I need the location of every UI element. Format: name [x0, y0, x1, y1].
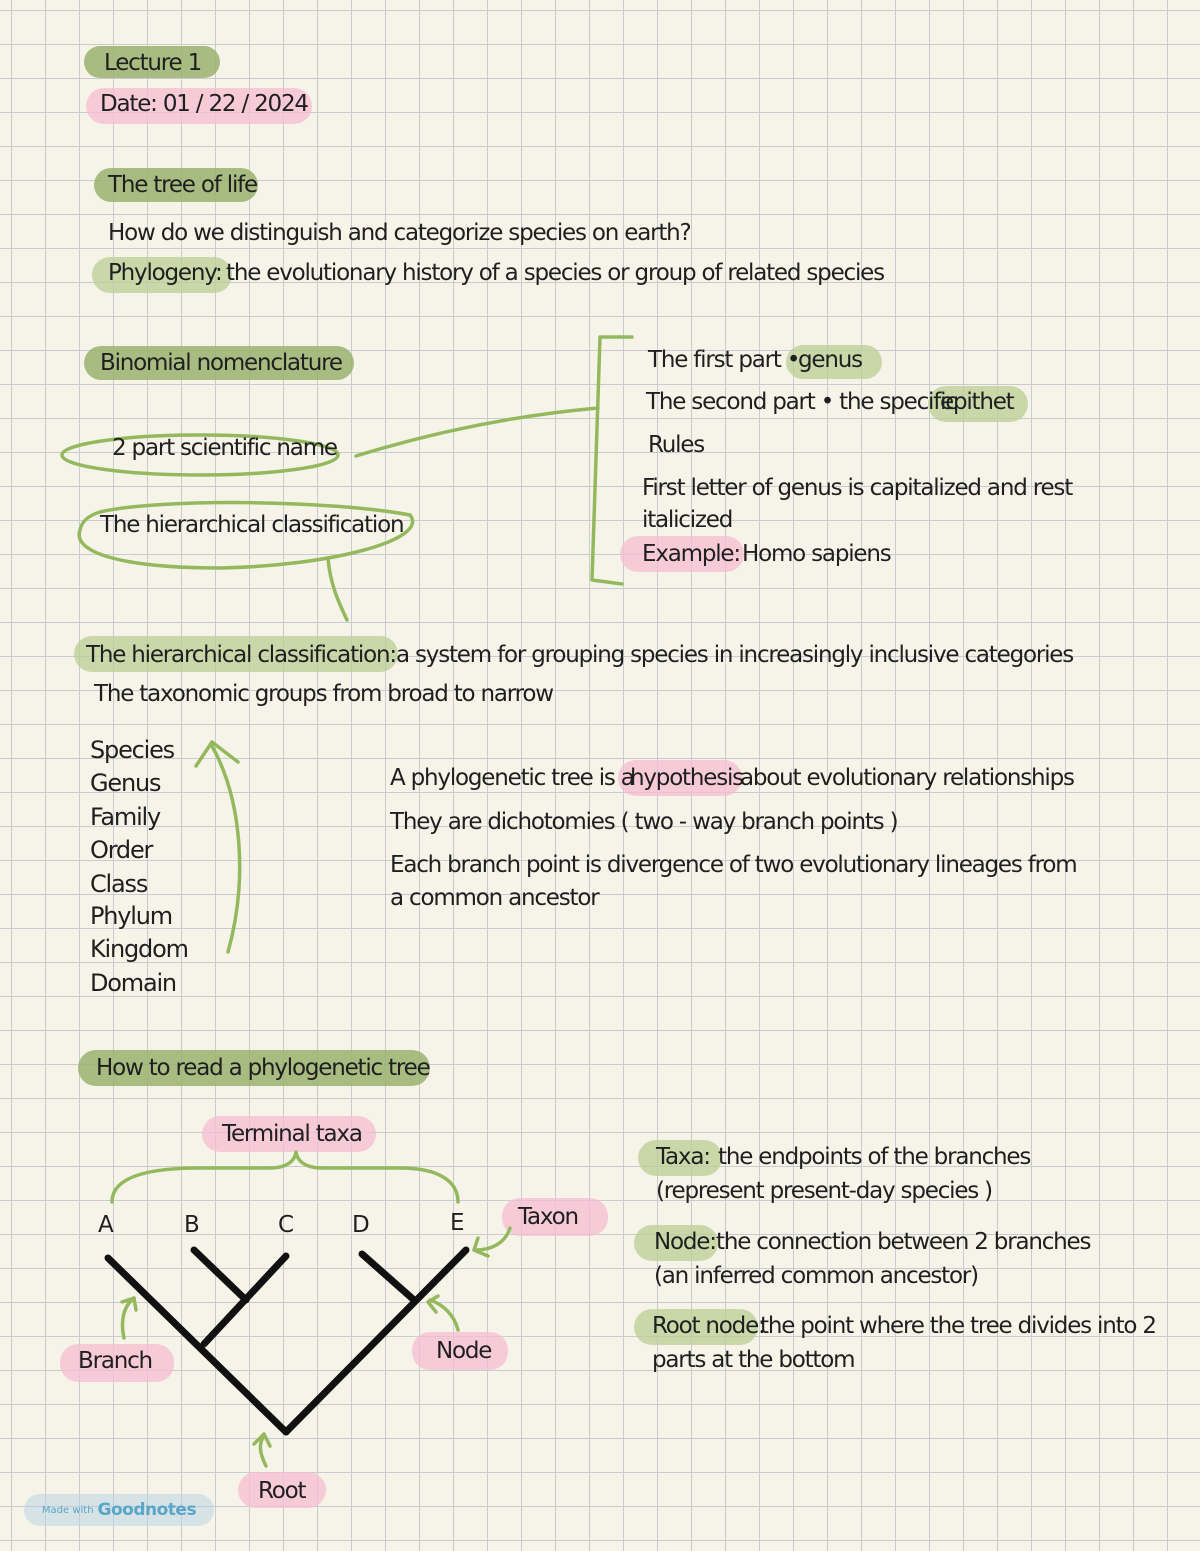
rule-line-2: italicized	[642, 507, 733, 533]
section-heading-tree-of-life: The tree of life	[108, 172, 257, 198]
taxon-arrow	[476, 1228, 510, 1250]
leaf-label-d: D	[352, 1212, 369, 1238]
node-label: Node	[436, 1338, 492, 1364]
rank-item: Order	[90, 836, 153, 864]
rank-item: Kingdom	[90, 935, 188, 963]
second-part-term: epithet	[940, 389, 1014, 415]
rank-item: Family	[90, 803, 161, 831]
first-part-term: genus	[798, 347, 862, 373]
def-node-sub: (an inferred common ancestor)	[654, 1263, 978, 1289]
first-part-prefix: The first part •	[648, 347, 800, 373]
rank-item: Phylum	[90, 902, 172, 930]
tick-down	[328, 558, 347, 620]
taxon-label: Taxon	[518, 1204, 578, 1230]
connector-line	[356, 408, 598, 456]
up-arrow	[212, 746, 240, 952]
def-root-sub: parts at the bottom	[652, 1347, 855, 1373]
phylo-note-1a: A phylogenetic tree is a	[390, 765, 634, 791]
hierarchy-definition: a system for grouping species in increasingly inclusive categories	[396, 642, 1074, 668]
leaf-label-b: B	[184, 1212, 199, 1238]
example-label: Example:	[642, 541, 740, 567]
rank-item: Class	[90, 870, 148, 898]
circled-2-part-name: 2 part scientific name	[112, 435, 337, 461]
phylogeny-definition: the evolutionary history of a species or group of related species	[226, 260, 884, 286]
hierarchy-term: The hierarchical classification:	[86, 642, 396, 668]
def-root-term: Root node:	[652, 1313, 765, 1339]
terminal-taxa-label: Terminal taxa	[222, 1121, 362, 1147]
def-node-text: the connection between 2 branches	[716, 1229, 1091, 1255]
leaf-label-c: C	[278, 1212, 293, 1238]
circled-hierarchical: The hierarchical classification	[100, 512, 404, 538]
section-heading-binomial: Binomial nomenclature	[100, 350, 342, 376]
leaf-label-e: E	[450, 1210, 464, 1236]
def-taxa-term: Taxa:	[656, 1144, 710, 1170]
def-root-text: the point where the tree divides into 2	[760, 1313, 1156, 1339]
tree-branch	[362, 1254, 414, 1300]
phylo-note-3a: Each branch point is divergence of two evolutionary lineages from	[390, 852, 1077, 878]
phylogenetic-tree	[108, 1250, 466, 1432]
rules-label: Rules	[648, 432, 705, 458]
def-taxa-text: the endpoints of the branches	[718, 1144, 1031, 1170]
rank-item: Genus	[90, 769, 161, 797]
tree-question: How do we distinguish and categorize species on earth?	[108, 220, 691, 246]
root-arrow	[260, 1436, 266, 1466]
brand-name: Goodnotes	[97, 1500, 197, 1520]
terminal-brace	[112, 1152, 458, 1202]
branch-label: Branch	[78, 1348, 152, 1374]
rule-line-1: First letter of genus is capitalized and rest	[642, 475, 1073, 501]
rank-item: Species	[90, 736, 174, 764]
made-with-badge	[24, 1494, 214, 1526]
def-taxa-sub: (represent present-day species )	[656, 1178, 992, 1204]
second-part-prefix: The second part • the specific	[646, 389, 957, 415]
phylo-note-1b: about evolutionary relationships	[740, 765, 1074, 791]
rank-item: Domain	[90, 969, 176, 997]
hierarchy-subtitle: The taxonomic groups from broad to narrow	[94, 681, 553, 707]
node-arrow	[430, 1300, 458, 1330]
phylogeny-term: Phylogeny:	[108, 260, 222, 286]
leaf-label-a: A	[98, 1212, 113, 1238]
lecture-date: Date: 01 / 22 / 2024	[100, 91, 308, 117]
def-node-term: Node:	[654, 1229, 716, 1255]
made-with-text: Made with	[41, 1504, 94, 1516]
section-heading-reading: How to read a phylogenetic tree	[96, 1055, 430, 1081]
lecture-label: Lecture 1	[104, 50, 202, 76]
phylo-note-3b: a common ancestor	[390, 885, 599, 911]
root-label: Root	[258, 1478, 306, 1504]
branch-arrow	[122, 1298, 134, 1338]
bracket	[592, 337, 632, 584]
phylo-note-2: They are dichotomies ( two - way branch points )	[390, 809, 898, 835]
phylo-note-1-term: hypothesis	[630, 765, 743, 791]
example-value: Homo sapiens	[742, 541, 891, 567]
tree-branch	[194, 1250, 246, 1300]
